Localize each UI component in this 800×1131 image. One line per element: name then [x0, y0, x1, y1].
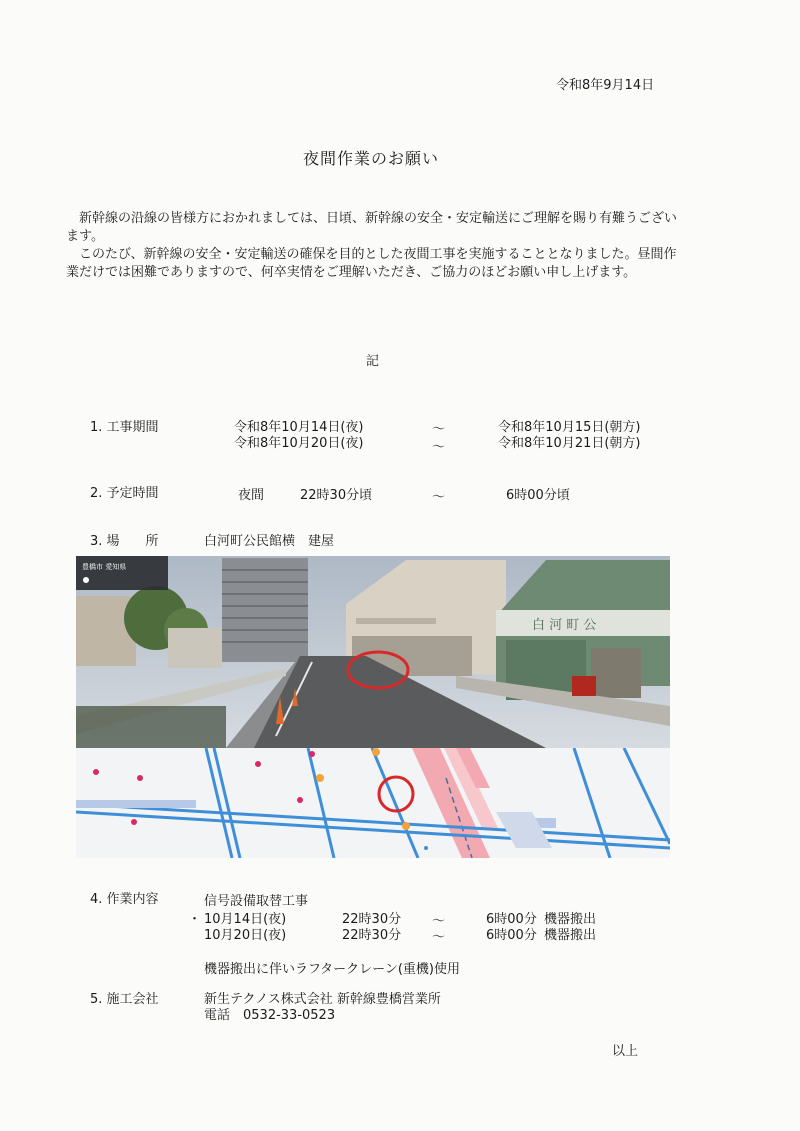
place-value: 白河町公民館横 建屋: [204, 534, 335, 549]
work-sep-1: ～: [432, 914, 446, 929]
period-label: 1. 工事期間: [90, 420, 159, 435]
document-title: 夜間作業のお願い: [302, 149, 439, 168]
work-date-1: 10月14日(夜): [204, 912, 287, 927]
time-kind: 夜間: [238, 488, 265, 503]
street-view-overlay-title: 豊橋市 愛知県: [82, 563, 127, 571]
work-start-2: 22時30分: [342, 928, 402, 943]
period-end-2: 令和8年10月21日(朝方): [498, 436, 641, 451]
period-start-1: 令和8年10月14日(夜): [234, 420, 364, 435]
work-note-1: 機器搬出: [544, 912, 597, 927]
period-end-1: 令和8年10月15日(朝方): [498, 420, 641, 435]
work-bullet: ・: [188, 912, 202, 927]
work-end-1: 6時00分: [486, 912, 537, 927]
intro-paragraph-2: このたび、新幹線の安全・安定輸送の確保を目的とした夜間工事を実施することとなりました。昼間作業だけでは困難でありますので、何卒実情をご理解いただき、ご協力のほどお願い申し上げます。: [66, 247, 677, 280]
company-name: 新生テクノス株式会社 新幹線豊橋営業所: [204, 992, 441, 1007]
work-sep-2: ～: [432, 930, 446, 945]
work-date-2: 10月20日(夜): [204, 928, 287, 943]
period-sep-2: ～: [432, 440, 446, 455]
time-label: 2. 予定時間: [90, 486, 159, 501]
time-sep: ～: [432, 490, 446, 505]
work-end-2: 6時00分: [486, 928, 537, 943]
document-date: 令和8年9月14日: [556, 78, 655, 93]
street-scene-illustration: [76, 556, 670, 748]
intro-paragraph-1: 新幹線の沿線の皆様方におかれましては、日頃、新幹線の安全・安定輸送にご理解を賜り有難うございます。: [66, 211, 678, 244]
work-label: 4. 作業内容: [90, 892, 159, 907]
work-title: 信号設備取替工事: [204, 894, 309, 909]
period-start-2: 令和8年10月20日(夜): [234, 436, 364, 451]
work-note-2: 機器搬出: [544, 928, 597, 943]
period-sep-1: ～: [432, 422, 446, 437]
location-map: [76, 748, 670, 858]
time-end: 6時00分頃: [506, 488, 570, 503]
ki-heading: 記: [366, 354, 380, 369]
time-start: 22時30分頃: [300, 488, 373, 503]
place-label: 3. 場 所: [90, 534, 159, 549]
company-phone: 電話 0532-33-0523: [204, 1008, 336, 1023]
company-label: 5. 施工会社: [90, 992, 159, 1007]
map-illustration: [76, 748, 670, 858]
closing-text: 以上: [612, 1044, 639, 1059]
warehouse-sign: 白 河 町 公: [532, 618, 597, 633]
street-view-photo: [76, 556, 670, 748]
crane-note: 機器搬出に伴いラフタークレーン(重機)使用: [204, 962, 460, 977]
work-start-1: 22時30分: [342, 912, 402, 927]
